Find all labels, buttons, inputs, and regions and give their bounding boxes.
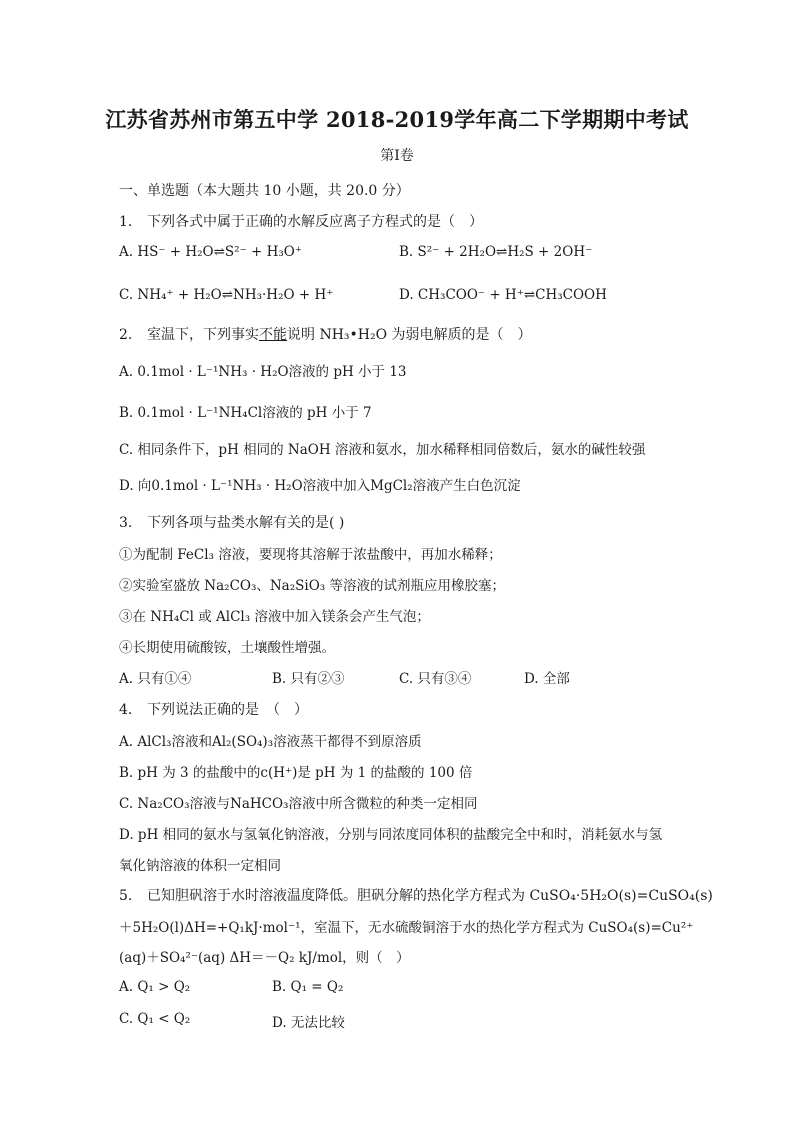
q3-option-a: A. 只有①④ — [119, 671, 192, 687]
q5-option-c: C. Q₁ < Q₂ — [119, 1011, 191, 1027]
q1-option-a: A. HS⁻ + H₂O⇌S²⁻ + H₃O⁺ — [119, 244, 302, 260]
q3-statement-3: ③在 NH₄Cl 或 AlCl₃ 溶液中加入镁条会产生气泡； — [119, 609, 430, 625]
q4-option-d-line2: 氧化钠溶液的体积一定相同 — [119, 858, 281, 874]
q1-option-b: B. S²⁻ + 2H₂O⇌H₂S + 2OH⁻ — [399, 244, 593, 260]
q3-option-c: C. 只有③④ — [399, 671, 472, 687]
q3-option-d: D. 全部 — [524, 671, 570, 687]
question-text-pre: 室温下，下列事实 — [147, 327, 259, 343]
q4-option-a: A. AlCl₃溶液和Al₂(SO₄)₃溶液蒸干都得不到原溶质 — [119, 734, 422, 750]
question-text: 已知胆矾溶于水时溶液温度降低。胆矾分解的热化学方程式为 CuSO₄·5H₂O(s)=CuSO₄(s) — [147, 888, 713, 904]
question-text: 下列各式中属于正确的水解反应离子方程式的是（ ） — [147, 214, 483, 230]
question-number: 1. — [119, 214, 133, 230]
q5-option-b: B. Q₁ = Q₂ — [272, 979, 344, 995]
question-text: 下列各项与盐类水解有关的是( ) — [147, 515, 345, 531]
question-number: 2. — [119, 327, 133, 343]
question-text-post: 说明 NH₃•H₂O 为弱电解质的是（ ） — [287, 327, 532, 343]
q5-option-d: D. 无法比较 — [272, 1015, 345, 1031]
question-1-stem — [119, 211, 483, 231]
question-5-stem-line3: (aq)＋SO₄²⁻(aq) ΔH＝－Q₂ kJ/mol，则（ ） — [119, 950, 410, 966]
q3-statement-2: ②实验室盛放 Na₂CO₃、Na₂SiO₃ 等溶液的试剂瓶应用橡胶塞； — [119, 578, 505, 594]
q4-option-c: C. Na₂CO₃溶液与NaHCO₃溶液中所含微粒的种类一定相同 — [119, 796, 478, 812]
question-5-stem-line1 — [119, 885, 713, 905]
question-text: 下列说法正确的是 （ ） — [147, 702, 308, 718]
q4-option-b: B. pH 为 3 的盐酸中的c(H⁺)是 pH 为 1 的盐酸的 100 倍 — [119, 765, 473, 781]
question-number: 5. — [119, 888, 133, 904]
q4-option-d-line1: D. pH 相同的氨水与氢氧化钠溶液，分别与同浓度同体积的盐酸完全中和时，消耗氨水与氢 — [119, 827, 663, 843]
q3-statement-4: ④长期使用硫酸铵，土壤酸性增强。 — [119, 640, 335, 656]
q2-option-a: A. 0.1mol · L⁻¹NH₃ · H₂O溶液的 pH 小于 13 — [119, 364, 407, 380]
question-number: 4. — [119, 702, 133, 718]
section-heading: 一、单选题（本大题共 10 小题，共 20.0 分） — [119, 183, 410, 199]
q5-option-a: A. Q₁ > Q₂ — [119, 979, 191, 995]
q3-option-b: B. 只有②③ — [272, 671, 345, 687]
q1-option-c: C. NH₄⁺ + H₂O⇌NH₃·H₂O + H⁺ — [119, 287, 334, 303]
q2-option-d: D. 向0.1mol · L⁻¹NH₃ · H₂O溶液中加入MgCl₂溶液产生白色沉淀 — [119, 478, 521, 494]
q2-option-b: B. 0.1mol · L⁻¹NH₄Cl溶液的 pH 小于 7 — [119, 405, 372, 421]
question-5-stem-line2: ＋5H₂O(l)ΔH=+Q₁kJ·mol⁻¹，室温下，无水硫酸铜溶于水的热化学方程式为 CuSO₄(s)=Cu²⁺ — [119, 920, 694, 936]
volume-label: 第I卷 — [380, 148, 414, 164]
question-2-stem — [119, 324, 532, 344]
question-4-stem — [119, 699, 308, 719]
question-text-emphasis: 不能 — [259, 327, 287, 343]
q3-statement-1: ①为配制 FeCl₃ 溶液，要现将其溶解于浓盐酸中，再加水稀释； — [119, 547, 502, 563]
q2-option-c: C. 相同条件下，pH 相同的 NaOH 溶液和氨水，加水稀释相同倍数后，氨水的碱性较强 — [119, 442, 646, 458]
question-3-stem — [119, 512, 344, 532]
question-number: 3. — [119, 515, 133, 531]
q1-option-d: D. CH₃COO⁻ + H⁺⇌CH₃COOH — [399, 287, 607, 303]
page-title: 江苏省苏州市第五中学 2018-2019学年高二下学期期中考试 — [105, 107, 689, 132]
